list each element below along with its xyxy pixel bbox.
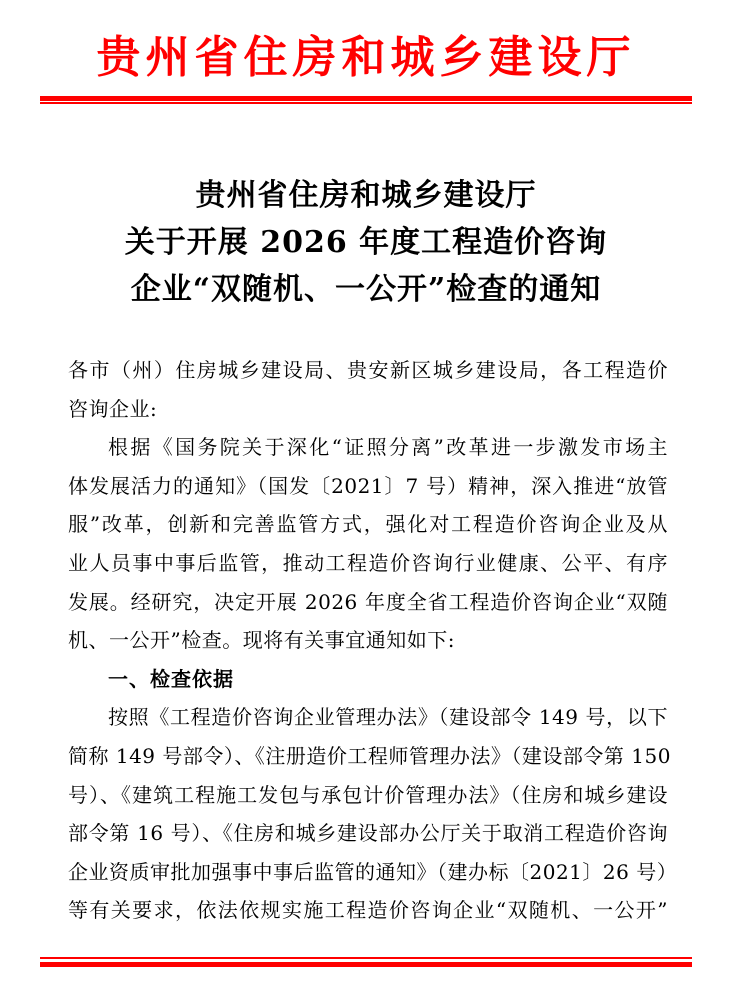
letterhead-red-rule	[40, 96, 692, 104]
body-line: 各市（州）住房城乡建设局、贵安新区城乡建设局，各工程造价	[68, 358, 668, 382]
document-title-line: 企业“双随机、一公开”检查的通知	[130, 272, 602, 307]
section-heading: 一、检查依据	[108, 666, 234, 691]
body-line: 简称 149 号部令）、《注册造价工程师管理办法》（建设部令第 150	[68, 743, 671, 768]
letterhead-agency-name: 贵州省住房和城乡建设厅	[96, 32, 636, 83]
body-line: 按照《工程造价咨询企业管理办法》（建设部令 149 号，以下	[108, 705, 668, 730]
body-line: 部令第 16 号）、《住房和城乡建设部办公厅关于取消工程造价咨询	[68, 821, 668, 846]
body-line: 机、一公开”检查。现将有关事宜通知如下:	[68, 628, 455, 653]
body-line: 发展。经研究，决定开展 2026 年度全省工程造价咨询企业“双随	[68, 589, 668, 614]
document-title-line: 关于开展 2026 年度工程造价咨询	[124, 225, 608, 260]
footer-red-rule	[40, 957, 692, 967]
body-line: 咨询企业:	[68, 396, 158, 421]
document-title	[0, 172, 732, 313]
body-line: 企业资质审批加强事中事后监管的通知》（建办标〔2021〕26 号）	[68, 859, 678, 884]
body-line: 根据《国务院关于深化“证照分离”改革进一步激发市场主	[108, 435, 668, 460]
body-line: 号）、《建筑工程施工发包与承包计价管理办法》（住房和城乡建设	[68, 782, 668, 807]
body-line: 业人员事中事后监管，推动工程造价咨询行业健康、公平、有序	[68, 550, 668, 575]
body-line: 体发展活力的通知》（国发〔2021〕7 号）精神，深入推进“放管	[68, 473, 668, 498]
document-body	[68, 351, 678, 930]
body-line: 等有关要求，依法依规实施工程造价咨询企业“双随机、一公开”	[68, 898, 668, 923]
body-line: 服”改革，创新和完善监管方式，强化对工程造价咨询企业及从	[68, 512, 668, 537]
document-title-line: 贵州省住房和城乡建设厅	[195, 178, 537, 213]
